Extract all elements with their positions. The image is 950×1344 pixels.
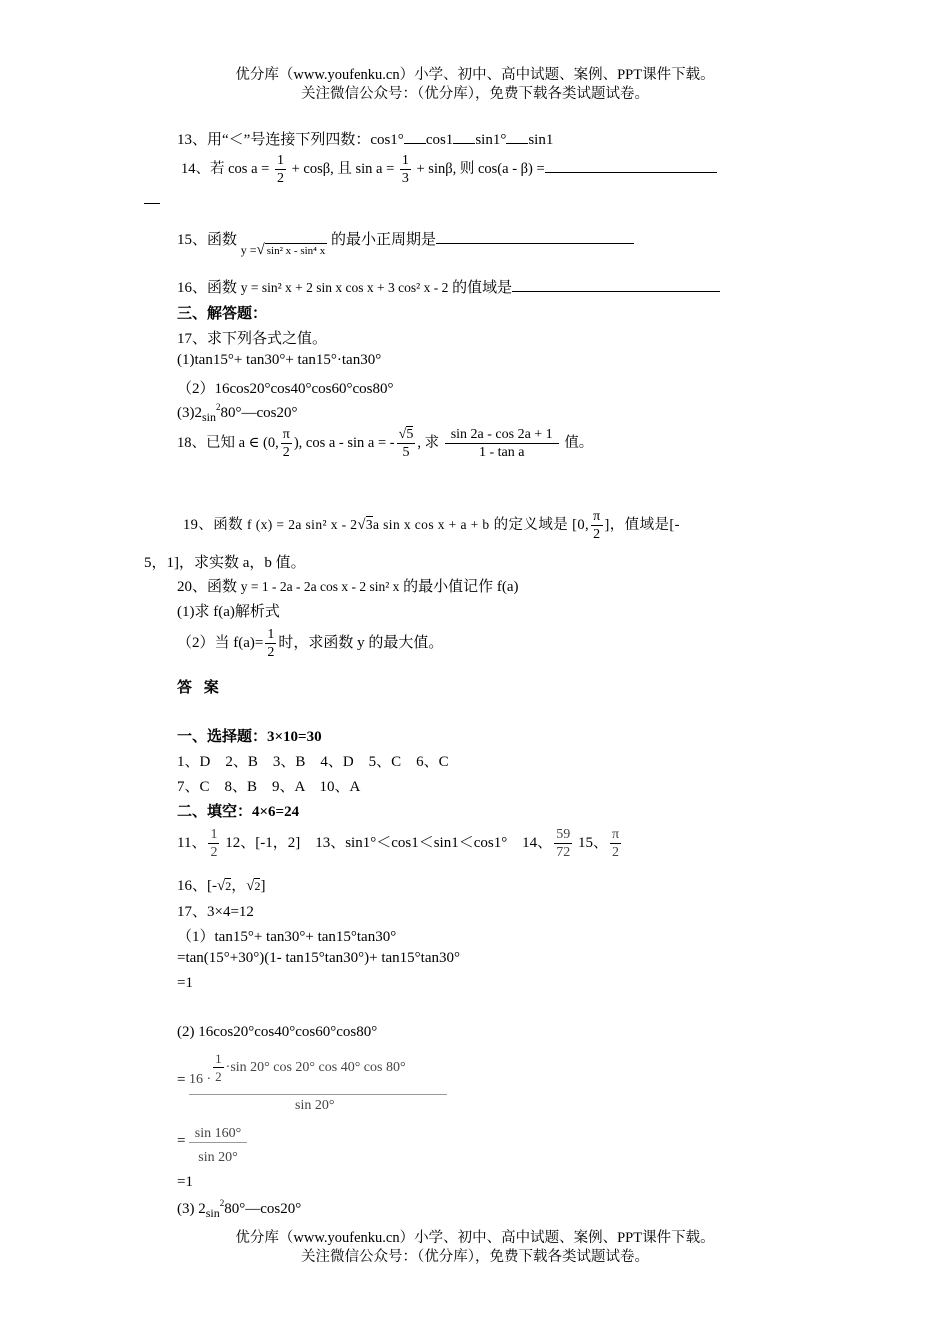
answers-row-2: 7、C 8、B 9、A 10、A (177, 779, 361, 795)
question-17-part-1: (1)tan15°+ tan30°+ tan15°·tan30° (177, 352, 382, 368)
answer-17-part-2-denominator: sin 20° (295, 1098, 335, 1113)
fraction-one-third: $\frac{1}{3}$ (401, 153, 409, 186)
answers-section-1: 一、选择题：3×10=30 (177, 729, 322, 745)
question-19: 19、函数 f (x) = 2a sin² x - 2√3a sin x cos x + a + b 的定义域是 [0, $\frac{\pi}{2}$ ]，值域是[- (183, 509, 680, 542)
answer-17-title: 17、3×4=12 (177, 904, 254, 920)
fraction-one-half: $\frac{1}{2}$ (267, 627, 275, 660)
answer-17-part-2-equals-2: = (177, 1133, 186, 1149)
footer-line-1: 优分库（www.youfenku.cn）小学、初中、高中试题、案例、PPT课件下载。 (235, 1230, 715, 1246)
fraction-sqrt5-over-5: $\frac{√5}{5}$ (398, 427, 414, 460)
question-19-line-2: 5，1]，求实数 a，b 值。 (144, 555, 306, 571)
answer-17-part-1: （1）tan15°+ tan30°+ tan15°tan30° (177, 929, 397, 945)
blank-continuation (144, 203, 160, 204)
footer-line-2: 关注微信公众号：（优分库），免费下载各类试题试卷。 (301, 1249, 649, 1265)
answer-17-part-2: (2) 16cos20°cos40°cos60°cos80° (177, 1024, 378, 1040)
answers-row-1: 1、D 2、B 3、B 4、D 5、C 6、C (177, 754, 449, 770)
section-3-title: 三、解答题： (177, 306, 268, 322)
question-13: 13、用“＜”号连接下列四数：cos1° cos1 sin1° sin1 (177, 128, 553, 149)
sqrt-sign: √ (357, 516, 366, 533)
sqrt-sign: √ (256, 242, 265, 258)
header-line-2: 关注微信公众号：（优分库），免费下载各类试题试卷。 (301, 86, 649, 102)
answer-17-part-1-result: =1 (177, 975, 193, 991)
answers-title: 答 案 (177, 680, 223, 696)
question-17-part-2: （2）16cos20°cos40°cos60°cos80° (177, 381, 394, 397)
sqrt-sign: √ (217, 878, 226, 894)
fraction-one-half: $\frac{1}{2}$ (276, 153, 284, 186)
question-15: 15、函数 $_{y =}$√ sin² x - sin⁴ x 的最小正周期是 (177, 228, 634, 249)
question-17-part-3: $(3)2_{sin}^280^\circ—\cos 20^\circ$ (177, 402, 298, 424)
fraction-target-expression: $\frac{\sin 2a - \cos 2a + 1}{\text{1 - tan a}}$ (445, 426, 559, 461)
header-line-1: 优分库（www.youfenku.cn）小学、初中、高中试题、案例、PPT课件下载。 (235, 67, 715, 83)
question-18: 18、已知 a ∈ (0, $\frac{\pi}{2}$ ), cos a - sin a = - $\frac{√5}{5}$ , 求 $\frac{\sin 2a - \cos 2a + 1}{\text{1 - tan a}}$ 值。 (177, 427, 594, 460)
answer-17-part-3: (3) $2_{sin}^280^\circ—\cos 20^\circ$ (177, 1198, 302, 1220)
answer-17-part-2-numerator: 16 · $\frac{1}{2}$ ·sin 20° cos 20° cos 40° cos 80° (189, 1050, 447, 1095)
question-20-part-2: （2）当 f(a)= $\frac{1}{2}$ 时，求函数 y 的最大值。 (177, 627, 444, 660)
question-16: 16、函数 y = sin² x + 2 sin x cos x + 3 cos² x - 2 的值域是 (177, 276, 720, 297)
answer-17-part-1-step: =tan(15°+30°)(1- tan15°tan30°)+ tan15°tan30° (177, 950, 460, 966)
fraction-pi-over-2: $\frac{\pi}{2}$ (282, 427, 290, 460)
question-20-part-1: (1)求 f(a)解析式 (177, 604, 280, 620)
answers-section-2: 二、填空：4×6=24 (177, 804, 300, 820)
question-14: 14、若 cos a = $\frac{1}{2}$ + cosβ, 且 sin a = $\frac{1}{3}$ + sinβ, 则 cos(a - β) = (181, 152, 717, 187)
fraction-one-half: $\frac{1}{2}$ (210, 827, 218, 860)
fraction-pi-over-2: $\frac{\pi}{2}$ (611, 827, 620, 860)
answer-17-part-2-den-2: sin 20° (198, 1150, 238, 1165)
answer-17-part-2-equals: = (177, 1072, 186, 1088)
sqrt-sign: √ (246, 878, 255, 894)
question-17-title: 17、求下列各式之值。 (177, 331, 328, 347)
sqrt-sign: √ (398, 427, 407, 442)
answer-17-part-2-num-2: sin 160° (189, 1126, 247, 1143)
fraction-one-half: $\frac{1}{2}$ (215, 1051, 222, 1084)
answer-17-part-2-result: =1 (177, 1174, 193, 1190)
fraction-pi-over-2: $\frac{\pi}{2}$ (593, 509, 601, 542)
fraction-59-over-72: $\frac{59}{72}$ (556, 827, 571, 860)
answers-fill-in: 11、 $\frac{1}{2}$ 12、[-1，2] 13、sin1°＜cos1＜sin1＜cos1° 14、 $\frac{59}{72}$ 15、 $\frac{\pi}{2}$ (177, 827, 620, 860)
answer-16: 16、[-√2，√2] (177, 878, 266, 894)
question-20: 20、函数 y = 1 - 2a - 2a cos x - 2 sin² x 的最小值记作 f(a) (177, 579, 519, 595)
